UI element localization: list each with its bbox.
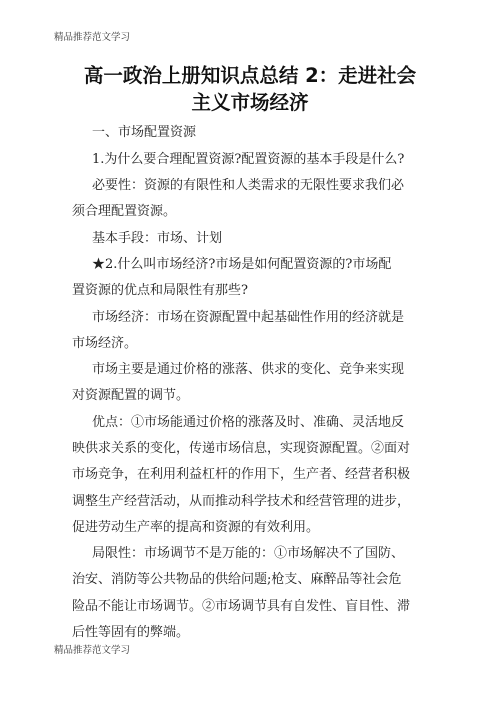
- paragraph-line: 促进劳动生产率的提高和资源的有效利用。: [72, 520, 320, 535]
- question-2-cont: 置资源的优点和局限性有那些?: [72, 283, 248, 298]
- paragraph-line: 市场经济：市场在资源配置中起基础性作用的经济就是: [92, 310, 405, 325]
- paragraph-line: 后性等固有的弊端。: [72, 625, 190, 640]
- page-footer: 精品推荐范文学习: [54, 645, 131, 656]
- paragraph-line: 市场竞争，在利用利益杠杆的作用下，生产者、经营者积极: [72, 467, 411, 482]
- paragraph-line: 必要性：资源的有限性和人类需求的无限性要求我们必: [92, 178, 405, 193]
- question-1: 1.为什么要合理配置资源?配置资源的基本手段是什么?: [92, 152, 405, 167]
- question-2: ★2.什么叫市场经济?市场是如何配置资源的?市场配: [92, 257, 392, 272]
- paragraph-line: 映供求关系的变化，传递市场信息，实现资源配置。②面对: [72, 441, 411, 456]
- paragraph-line: 须合理配置资源。: [72, 204, 177, 219]
- paragraph-line: 对资源配置的调节。: [72, 388, 190, 403]
- title-line-2: 主义市场经济: [191, 91, 309, 114]
- title-line-1: 高一政治上册知识点总结 2：走进社会: [83, 64, 417, 87]
- paragraph-line: 调整生产经营活动，从而推动科学技术和经营管理的进步，: [72, 494, 411, 509]
- page-header: 精品推荐范文学习: [54, 32, 131, 43]
- paragraph-line: 基本手段：市场、计划: [92, 231, 223, 246]
- section-heading: 一、市场配置资源: [92, 125, 197, 140]
- paragraph-line: 险品不能让市场调节。②市场调节具有自发性、盲目性、滞: [72, 599, 411, 614]
- paragraph-line: 市场主要是通过价格的涨落、供求的变化、竞争来实现: [92, 362, 405, 377]
- paragraph-line: 局限性：市场调节不是万能的：①市场解决不了国防、: [92, 546, 405, 561]
- paragraph-line: 市场经济。: [72, 336, 138, 351]
- paragraph-line: 治安、消防等公共物品的供给问题;枪支、麻醉品等社会危: [72, 572, 402, 587]
- paragraph-line: 优点：①市场能通过价格的涨落及时、准确、灵活地反: [92, 415, 405, 430]
